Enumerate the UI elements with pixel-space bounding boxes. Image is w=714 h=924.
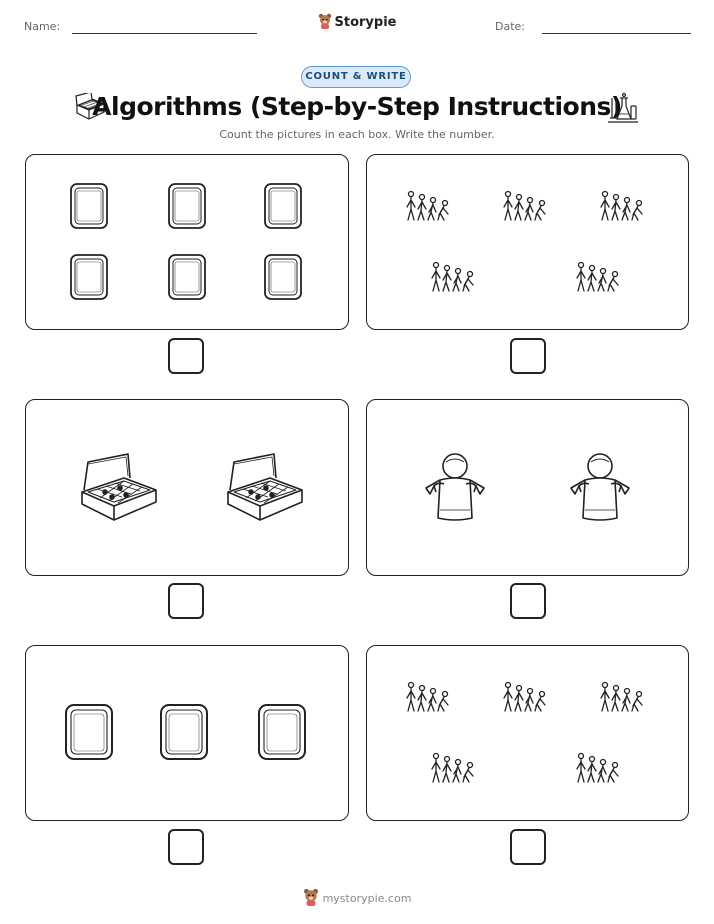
tablet-icon [63, 702, 115, 762]
lab-flask-icon [606, 92, 640, 124]
instructions: Count the pictures in each box. Write the number. [219, 128, 495, 141]
bear-icon [303, 888, 319, 909]
human-evolution-icon [428, 261, 480, 293]
name-line[interactable] [72, 33, 257, 34]
human-evolution-icon [428, 752, 480, 784]
tablet-icon [262, 181, 304, 231]
count-write-badge: COUNT & WRITE [301, 66, 411, 88]
date-line[interactable] [542, 33, 691, 34]
name-label: Name: [24, 20, 61, 33]
tablet-icon [256, 702, 308, 762]
brand-name: Storypie [334, 15, 397, 30]
tablet-icon [166, 252, 208, 302]
tablet-icon [166, 181, 208, 231]
picture-box-4 [366, 399, 689, 576]
answer-box-5[interactable] [168, 829, 204, 865]
answer-box-4[interactable] [510, 583, 546, 619]
puzzle-box-icon [224, 452, 306, 524]
human-evolution-icon [573, 752, 625, 784]
footer-url[interactable]: mystorypie.com [322, 892, 412, 905]
human-evolution-icon [597, 190, 649, 222]
human-evolution-icon [500, 190, 552, 222]
tablet-icon [68, 181, 110, 231]
human-evolution-icon [573, 261, 625, 293]
tablet-icon [158, 702, 210, 762]
bear-icon [318, 13, 332, 33]
human-evolution-icon [403, 681, 455, 713]
child-tshirt-icon [422, 452, 488, 522]
child-tshirt-icon [567, 452, 633, 522]
human-evolution-icon [403, 190, 455, 222]
answer-box-6[interactable] [510, 829, 546, 865]
footer [0, 888, 714, 909]
brand-logo [0, 13, 714, 33]
date-label: Date: [495, 20, 525, 33]
answer-box-2[interactable] [510, 338, 546, 374]
puzzle-box-icon [78, 452, 160, 524]
human-evolution-icon [500, 681, 552, 713]
answer-box-3[interactable] [168, 583, 204, 619]
tablet-icon [262, 252, 304, 302]
human-evolution-icon [597, 681, 649, 713]
picture-box-6 [366, 645, 689, 821]
tablet-icon [68, 252, 110, 302]
page-title: Algorithms (Step-by-Step Instructions) [92, 92, 622, 121]
answer-box-1[interactable] [168, 338, 204, 374]
picture-box-2 [366, 154, 689, 330]
